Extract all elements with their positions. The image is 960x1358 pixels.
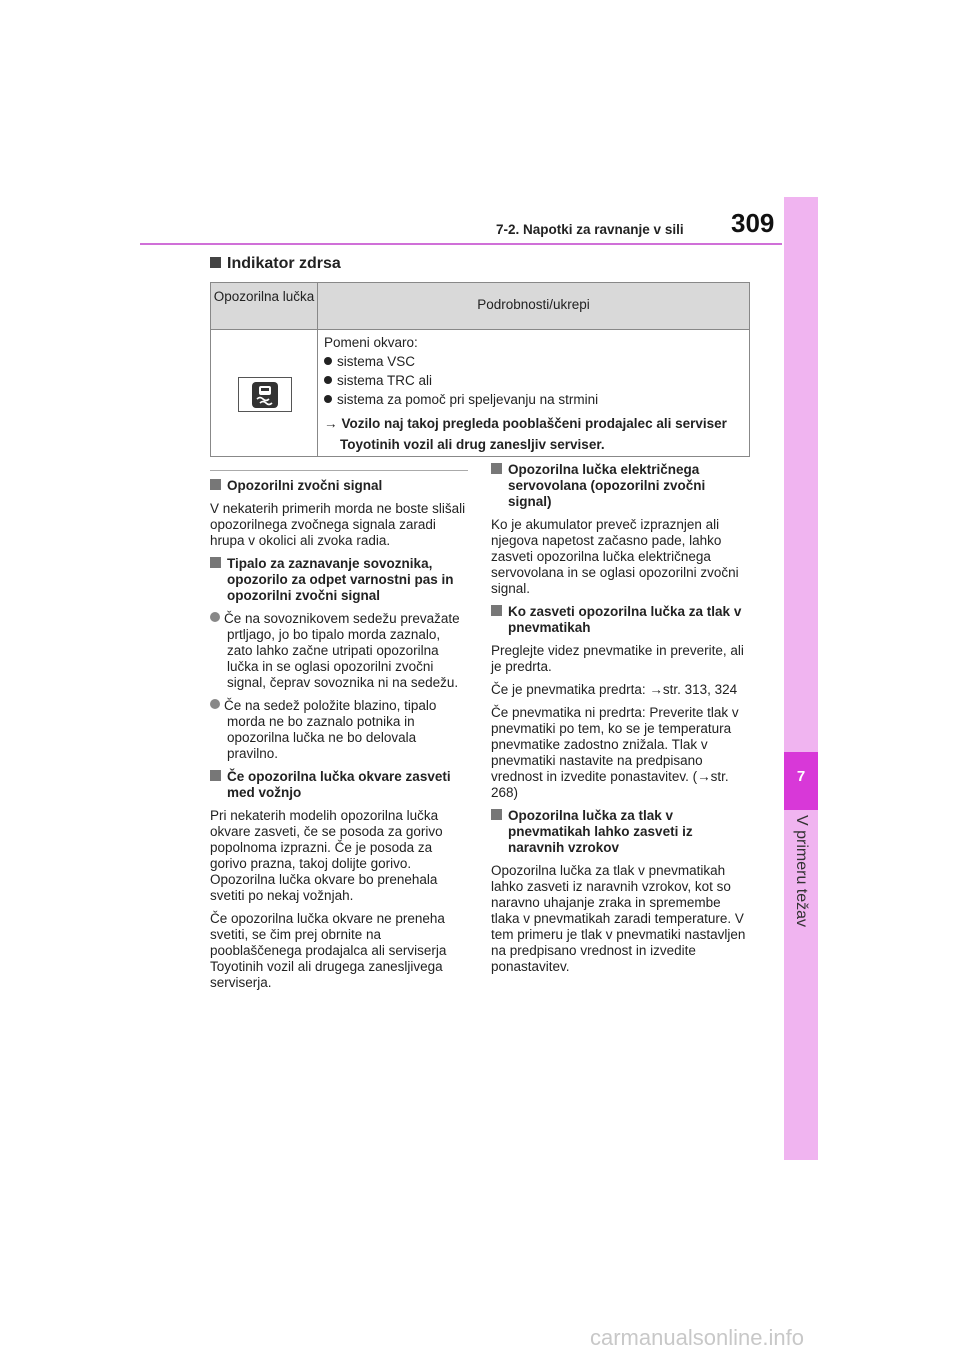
paragraph: Opozorilna lučka za tlak v pnevmatikah lahko zasveti iz naravnih vzrokov, kot so naravno uhajanje zraka in spremembe tlaka v pnevmatikah zaradi temperature. V tem primeru je tlak v pnevmatiki nastavljen na predpisano vrednost in izvedite ponastavitev. [491, 863, 746, 974]
table-header-details: Podrobnosti/ukrepi [477, 297, 590, 312]
section-title-text: Indikator zdrsa [227, 255, 341, 272]
table-column-divider [317, 283, 318, 456]
chapter-title-text: V primeru težav [793, 815, 810, 928]
bullet-icon [324, 395, 332, 403]
column-divider [210, 470, 468, 471]
heading-text: Opozorilni zvočni signal [227, 478, 383, 493]
paragraph: Preglejte videz pnevmatike in preverite, ali je predrta. [491, 643, 744, 674]
slip-indicator-icon [238, 377, 292, 412]
paragraph: Ko je akumulator preveč izpraznjen ali njegova napetost začasno pade, lahko zasveti opozorilna lučka električnega servovolana in se oglasi opozorilni zvočni signal. [491, 517, 739, 596]
bullet-icon [210, 612, 220, 622]
list-item-text: Če na sedež položite blazino, tipalo morda ne bo zaznalo potnika in opozorilna lučka ne bo delovala pravilno. [224, 698, 437, 761]
table-header-warning-light: Opozorilna lučka [213, 289, 315, 304]
list-item [210, 698, 468, 762]
details-intro: Pomeni okvaro: [324, 335, 418, 350]
heading [210, 478, 468, 494]
details-item-text: sistema VSC [337, 354, 416, 369]
square-bullet-icon [491, 809, 502, 820]
paragraph: Pri nekaterih modelih opozorilna lučka okvare zasveti, če se posoda za gorivo popolnoma izprazni. Če je posoda za gorivo prazna, takoj dolijte gorivo. Opozorilna lučka okvare bo prenehala svetiti po nekaj vožnjah. [210, 808, 443, 903]
details-item [324, 352, 744, 371]
details-action [324, 413, 744, 455]
chapter-title [784, 815, 818, 935]
heading-text: Opozorilna lučka za tlak v pnevmatikah lahko zasveti iz naravnih vzrokov [508, 808, 693, 855]
heading [491, 604, 749, 636]
details-action-text: Vozilo naj takoj pregleda pooblaščeni prodajalec ali serviser Toyotinih vozil ali drug zanesljiv serviser. [340, 416, 727, 452]
square-bullet-icon [210, 770, 221, 781]
list-item [210, 611, 468, 691]
paragraph: Če pnevmatika ni predrta: Preverite tlak v pnevmatiki po tem, ko se je temperatura pnevmatike zadostno znižala. Tlak v pnevmatiki nastavite na predpisano vrednost in izvedite ponastavitev. (→str. 268) [491, 705, 739, 800]
square-bullet-icon [491, 463, 502, 474]
page-number: 309 [731, 208, 775, 238]
bullet-icon [324, 357, 332, 365]
heading [210, 556, 468, 604]
bullet-icon [324, 376, 332, 384]
heading [491, 462, 749, 510]
header-section-title: 7-2. Napotki za ravnanje v sili [496, 222, 684, 237]
heading-text: Opozorilna lučka električnega servovolana (opozorilni zvočni signal) [508, 462, 706, 509]
right-column [491, 462, 749, 982]
details-item-text: sistema za pomoč pri speljevanju na strmini [337, 392, 599, 407]
chapter-number: 7 [796, 768, 806, 785]
paragraph: Če je pnevmatika predrta: →str. 313, 324 [491, 682, 738, 697]
heading-text: Ko zasveti opozorilna lučka za tlak v pnevmatikah [508, 604, 742, 635]
list-item-text: Če na sovoznikovem sedežu prevažate prtljago, jo bo tipalo morda zaznalo, zato lahko začne utripati opozorilna lučka in se oglasi opozorilni zvočni signal, čeprav sovoznika ni na sedežu. [224, 611, 460, 690]
header-divider [140, 243, 782, 245]
heading [210, 769, 468, 801]
section-title [210, 255, 341, 273]
heading [491, 808, 749, 856]
details-item [324, 390, 744, 409]
square-bullet-icon [210, 557, 221, 568]
paragraph: V nekaterih primerih morda ne boste slišali opozorilnega zvočnega signala zaradi hrupa v okolici ali zvoka radia. [210, 501, 466, 548]
heading-text: Če opozorilna lučka okvare zasveti med vožnjo [227, 769, 451, 800]
details-item-text: sistema TRC ali [337, 373, 433, 388]
watermark: carmanualsonline.info [590, 1325, 805, 1350]
bullet-icon [210, 699, 220, 709]
square-bullet-icon [210, 257, 221, 268]
details-item [324, 371, 744, 390]
warning-light-table [210, 282, 750, 457]
side-tab [784, 197, 818, 1160]
square-bullet-icon [491, 605, 502, 616]
arrow-icon: → [324, 416, 338, 431]
square-bullet-icon [210, 479, 221, 490]
left-column [210, 478, 468, 998]
table-details [324, 331, 744, 455]
paragraph: Če opozorilna lučka okvare ne preneha svetiti, se čim prej obrnite na pooblaščenega prodajalca ali serviserja Toyotinih vozil ali drugega zanesljivega serviserja. [210, 911, 447, 990]
heading-text: Tipalo za zaznavanje sovoznika, opozorilo za odpet varnostni pas in opozorilni zvočni signal [227, 556, 454, 603]
